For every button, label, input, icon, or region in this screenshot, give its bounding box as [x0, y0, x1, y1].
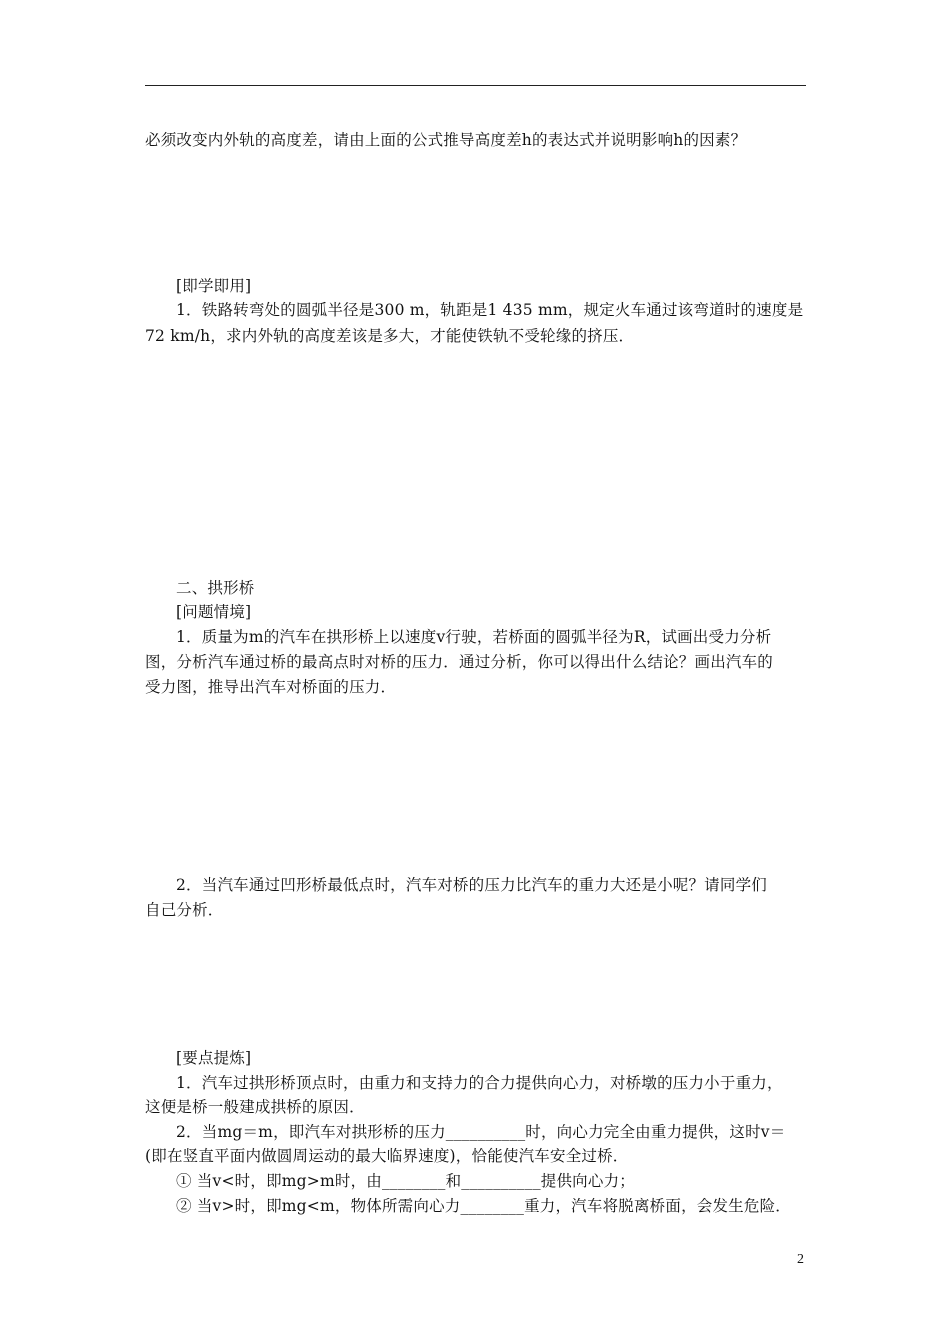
section-heading-arch-bridge: 二、拱形桥	[176, 579, 255, 597]
header-rule	[145, 85, 806, 86]
page-number: 2	[797, 1252, 804, 1267]
paragraph-line: 2．当mg＝m，即汽车对拱形桥的压力__________时，向心力完全由重力提供，这时v＝	[176, 1123, 786, 1141]
paragraph-line: 受力图，推导出汽车对桥面的压力．	[145, 678, 397, 696]
paragraph-line: 2．当汽车通过凹形桥最低点时，汽车对桥的压力比汽车的重力大还是小呢？请同学们	[176, 876, 767, 894]
paragraph-line: (即在竖直平面内做圆周运动的最大临界速度)，恰能使汽车安全过桥．	[145, 1147, 629, 1165]
paragraph-line: 1．铁路转弯处的圆弧半径是300 m，轨距是1 435 mm，规定火车通过该弯道时的速度是	[176, 301, 804, 319]
paragraph-line: 1．质量为m的汽车在拱形桥上以速度v行驶，若桥面的圆弧半径为R，试画出受力分析	[176, 628, 772, 646]
section-label-practice: [即学即用]	[176, 277, 252, 295]
paragraph-line: 自己分析．	[145, 901, 224, 919]
paragraph-line: ② 当v>时，即mg<m，物体所需向心力________重力，汽车将脱离桥面，会发生危险．	[176, 1197, 791, 1215]
paragraph-line: 1．汽车过拱形桥顶点时，由重力和支持力的合力提供向心力，对桥墩的压力小于重力，	[176, 1074, 783, 1092]
section-label-problem: [问题情境]	[176, 603, 252, 621]
paragraph-line: ① 当v<时，即mg>m时，由________和__________提供向心力；	[176, 1172, 635, 1190]
paragraph-line: 72 km/h，求内外轨的高度差该是多大，才能使铁轨不受轮缘的挤压．	[145, 327, 635, 345]
section-label-key-points: [要点提炼]	[176, 1049, 252, 1067]
paragraph-line: 图，分析汽车通过桥的最高点时对桥的压力．通过分析，你可以得出什么结论？画出汽车的	[145, 653, 774, 671]
paragraph-line: 必须改变内外轨的高度差，请由上面的公式推导高度差h的表达式并说明影响h的因素？	[145, 131, 747, 149]
paragraph-line: 这便是桥一般建成拱桥的原因．	[145, 1098, 365, 1116]
